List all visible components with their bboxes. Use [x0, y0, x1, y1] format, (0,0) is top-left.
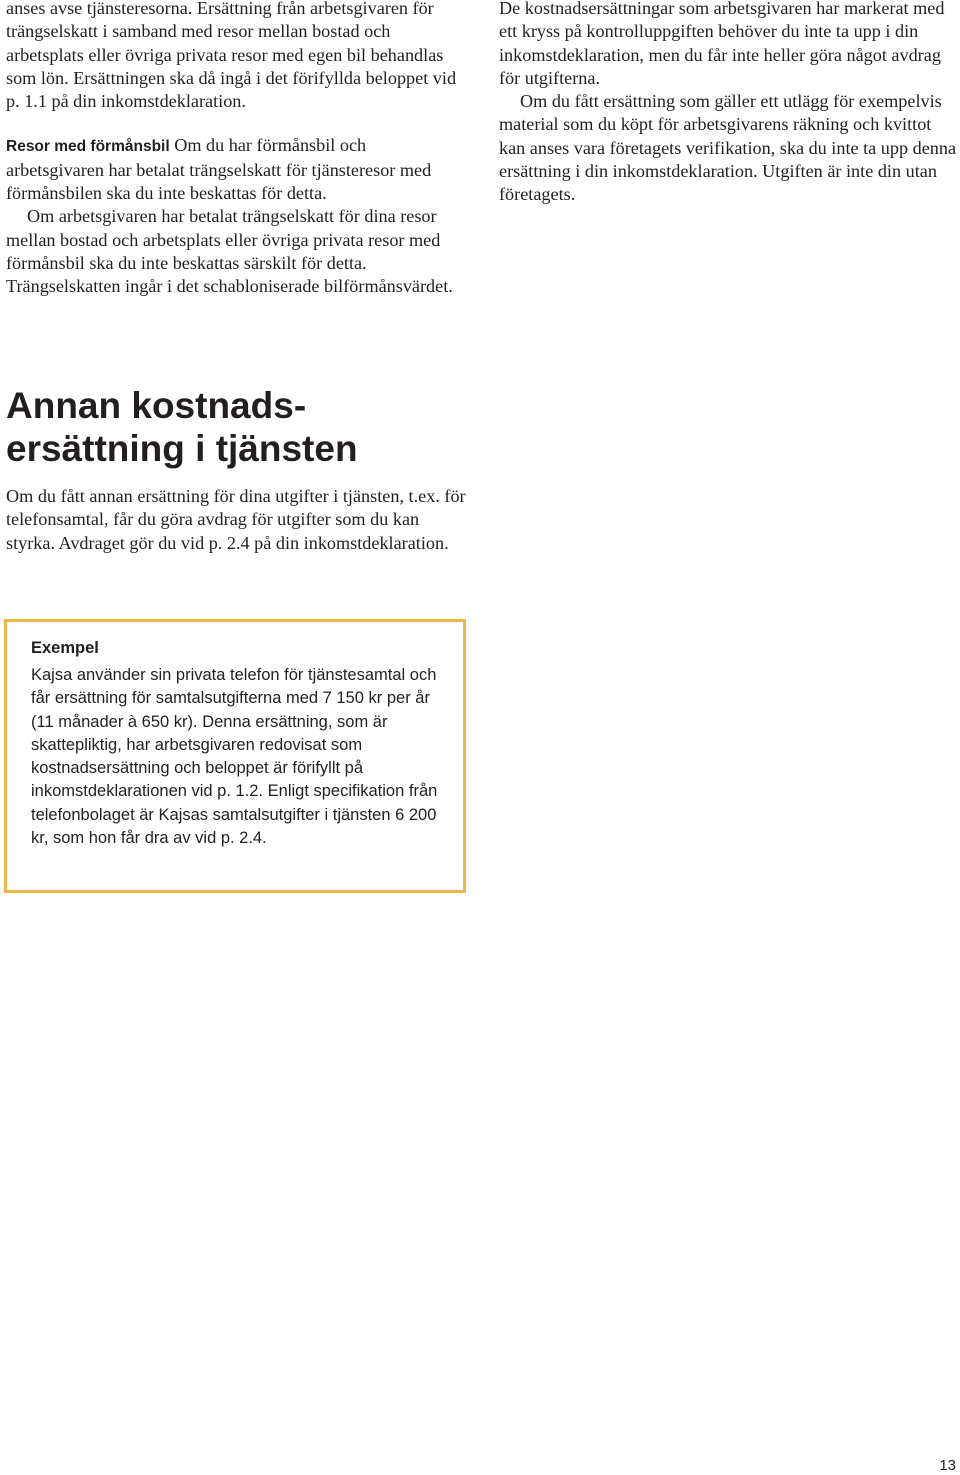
paragraph-expense-reimbursement: Om du fått ersättning som gäller ett utlägg för exempelvis material som du köpt för arbetsgivarens räkning och kvittot kan anses vara företagets verifikation, ska du inte ta upp denna ersättning i din inkomstdeklaration. Utgiften är inte din utan företagets.	[499, 91, 957, 205]
section-heading-line-1: Annan kostnads-	[6, 385, 307, 426]
left-column	[6, 0, 462, 299]
right-column	[499, 0, 957, 207]
paragraph-company-car	[6, 134, 462, 205]
runin-heading-company-car: Resor med förmånsbil	[6, 138, 170, 156]
example-box	[4, 619, 466, 893]
section-heading	[6, 384, 466, 470]
paragraph-company-car-text: Om du har förmånsbil och arbetsgivaren har betalat trängselskatt för tjänsteresor med förmånsbilen ska du inte beskattas för detta.	[6, 135, 432, 204]
example-body: Kajsa använder sin privata telefon för tjänstesamtal och får ersättning för samtalsutgifterna med 7 150 kr per år (11 månader à 650 kr). Denna ersättning, som är skattepliktig, har arbetsgivaren redovisat som kostnadsersättning och beloppet är förifyllt på inkomstdeklarationen vid p. 1.2. Enligt specifikation från telefonbolaget är Kajsas samtalsutgifter i tjänsten 6 200 kr, som hon får dra av vid p. 2.4.	[31, 666, 438, 848]
page-number: 13	[939, 1457, 956, 1474]
section-body: Om du fått annan ersättning för dina utgifter i tjänsten, t.ex. för telefonsamtal, får du göra avdrag för utgifter som du kan styrka. Avdraget gör du vid p. 2.4 på din inkomstdeklaration.	[6, 486, 466, 553]
paragraph-congestion-tax-compensation: anses avse tjänsteresorna. Ersättning från arbetsgivaren för trängselskatt i samband med resor mellan bostad och arbetsplats eller övriga privata resor med egen bil behandlas som lön. Ersättningen ska då ingå i det förifyllda beloppet vid p. 1.1 på din inkomstdeklaration.	[6, 0, 457, 112]
paragraph-marked-compensation: De kostnadsersättningar som arbetsgivaren har markerat med ett kryss på kontrolluppgiften behöver du inte ta upp i din inkomstdeklaration, men du får inte heller göra något avdrag för utgifterna.	[499, 0, 945, 88]
paragraph-company-car-private-trips: Om arbetsgivaren har betalat trängselskatt för dina resor mellan bostad och arbetsplats eller övriga privata resor med förmånsbil ska du inte beskattas särskilt för detta. Trängselskatten ingår i det schabloniserade bilförmånsvärdet.	[6, 206, 453, 297]
example-title: Exempel	[31, 639, 99, 657]
section-heading-line-2: ersättning i tjänsten	[6, 428, 358, 469]
